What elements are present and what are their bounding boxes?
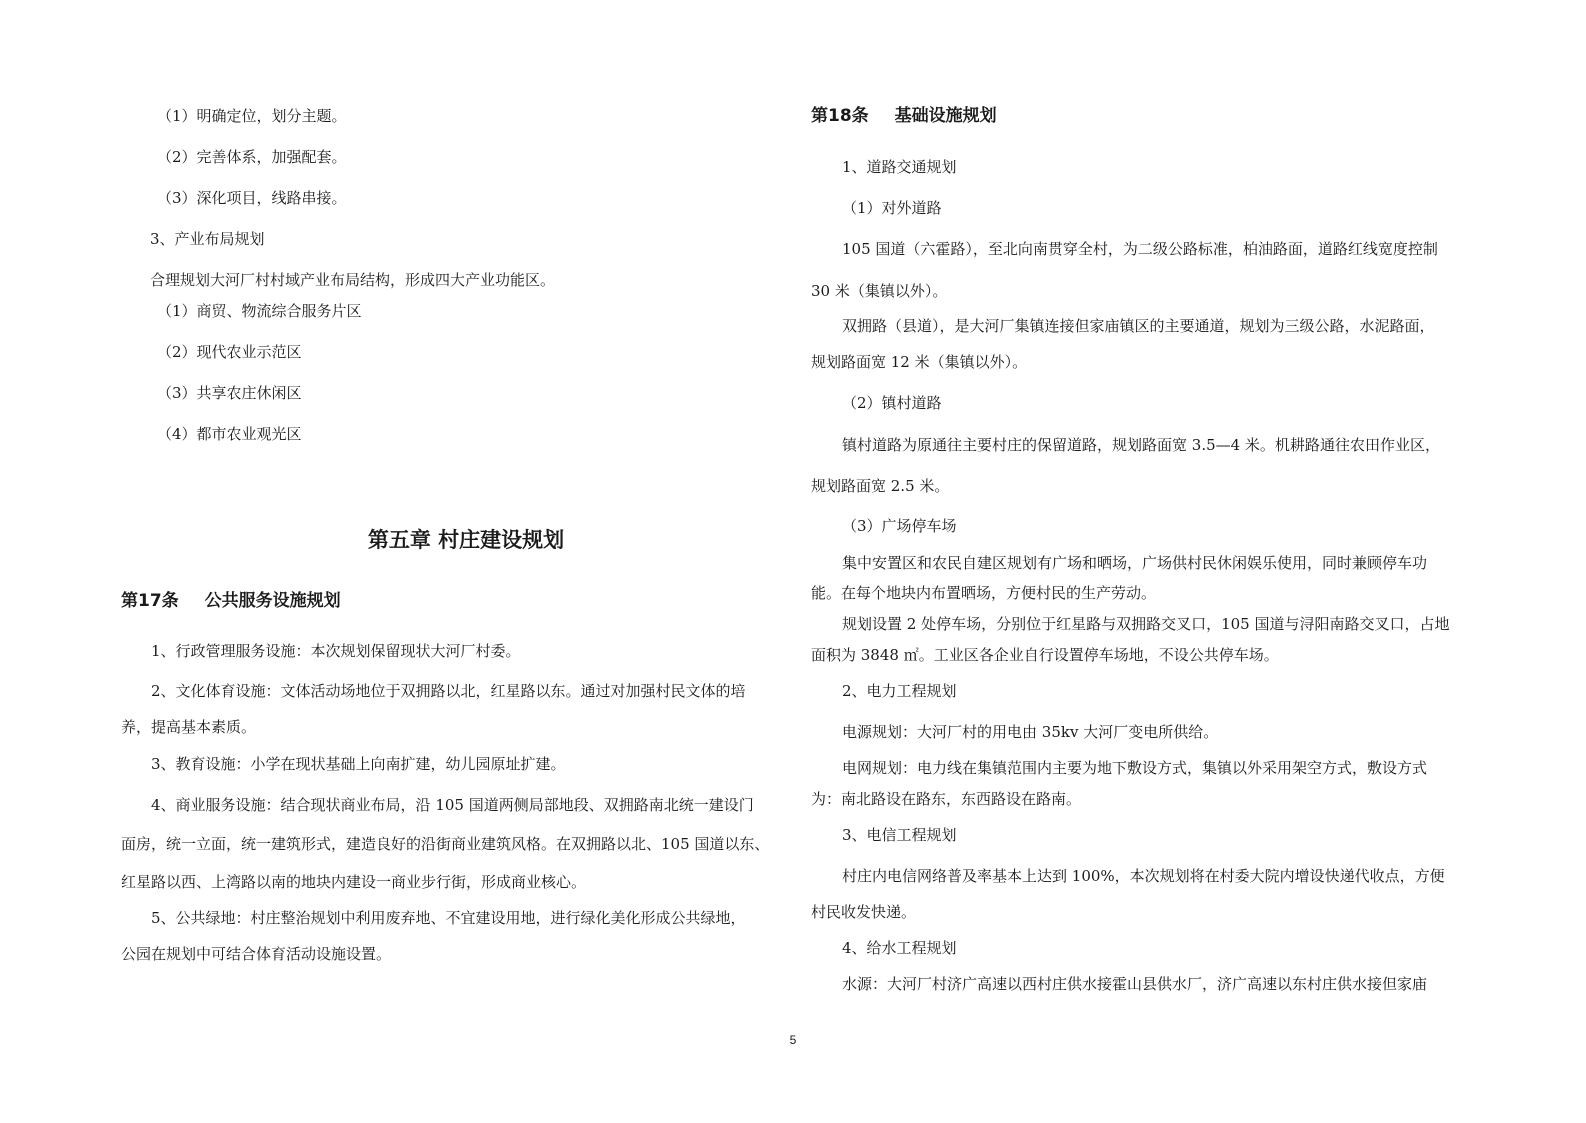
paragraph: 合理规划大河厂村村域产业布局结构，形成四大产业功能区。 bbox=[150, 271, 556, 289]
paragraph-cont: 为：南北路设在路东，东西路设在路南。 bbox=[811, 790, 1082, 808]
list-item: （2）镇村道路 bbox=[842, 394, 942, 412]
list-item: （1）对外道路 bbox=[842, 199, 942, 217]
article-title: 基础设施规划 bbox=[894, 106, 997, 126]
article-heading bbox=[121, 591, 341, 611]
section-heading: 4、给水工程规划 bbox=[842, 939, 957, 957]
article-number: 第18条 bbox=[811, 106, 869, 126]
paragraph: 村庄内电信网络普及率基本上达到 100%，本次规划将在村委大院内增设快递代收点，方便 bbox=[842, 867, 1445, 885]
list-item: （1）商贸、物流综合服务片区 bbox=[157, 302, 362, 320]
paragraph: 电源规划：大河厂村的用电由 35kv 大河厂变电所供给。 bbox=[842, 723, 1219, 741]
list-item: （2）现代农业示范区 bbox=[157, 343, 302, 361]
article-number: 第17条 bbox=[121, 591, 179, 611]
paragraph-cont: 公园在规划中可结合体育活动设施设置。 bbox=[121, 945, 392, 963]
article-heading bbox=[811, 106, 997, 126]
paragraph-cont: 面积为 3848 ㎡。工业区各企业自行设置停车场地，不设公共停车场。 bbox=[811, 646, 1279, 664]
paragraph: 5、公共绿地：村庄整治规划中利用废弃地、不宜建设用地，进行绿化美化形成公共绿地， bbox=[151, 909, 746, 927]
list-item: （3）深化项目，线路串接。 bbox=[157, 189, 347, 207]
list-item: （1）明确定位，划分主题。 bbox=[157, 107, 347, 125]
paragraph-cont: 养，提高基本素质。 bbox=[121, 718, 257, 736]
section-heading: 1、道路交通规划 bbox=[842, 158, 957, 176]
section-heading: 3、产业布局规划 bbox=[150, 230, 265, 248]
paragraph: 双拥路（县道），是大河厂集镇连接但家庙镇区的主要通道，规划为三级公路，水泥路面， bbox=[842, 317, 1435, 335]
paragraph: 3、教育设施：小学在现状基础上向南扩建，幼儿园原址扩建。 bbox=[151, 755, 566, 773]
paragraph-cont: 村民收发快递。 bbox=[811, 903, 917, 921]
section-heading: 3、电信工程规划 bbox=[842, 826, 957, 844]
paragraph: 电网规划：电力线在集镇范围内主要为地下敷设方式，集镇以外采用架空方式，敷设方式 bbox=[842, 759, 1428, 777]
paragraph: 105 国道（六霍路），至北向南贯穿全村，为二级公路标准，柏油路面，道路红线宽度控制 bbox=[842, 240, 1438, 258]
article-title: 公共服务设施规划 bbox=[204, 591, 341, 611]
paragraph-cont: 红星路以西、上湾路以南的地块内建设一商业步行街，形成商业核心。 bbox=[121, 873, 587, 891]
paragraph-cont: 规划路面宽 2.5 米。 bbox=[811, 477, 950, 495]
page-number: 5 bbox=[789, 1033, 797, 1047]
list-item: （3）共享农庄休闲区 bbox=[157, 384, 302, 402]
paragraph-cont: 能。在每个地块内布置晒场，方便村民的生产劳动。 bbox=[811, 584, 1157, 602]
paragraph: 1、行政管理服务设施：本次规划保留现状大河厂村委。 bbox=[151, 642, 521, 660]
paragraph-cont: 30 米（集镇以外）。 bbox=[811, 282, 948, 300]
paragraph: 4、商业服务设施：结合现状商业布局，沿 105 国道两侧局部地段、双拥路南北统一建设门 bbox=[151, 796, 754, 814]
list-item: （2）完善体系，加强配套。 bbox=[157, 148, 347, 166]
paragraph: 规划设置 2 处停车场，分别位于红星路与双拥路交叉口，105 国道与浔阳南路交叉口，占地 bbox=[842, 615, 1450, 633]
paragraph-cont: 规划路面宽 12 米（集镇以外）。 bbox=[811, 353, 1028, 371]
list-item: （3）广场停车场 bbox=[842, 517, 957, 535]
section-heading: 2、电力工程规划 bbox=[842, 682, 957, 700]
paragraph-cont: 面房，统一立面，统一建筑形式，建造良好的沿街商业建筑风格。在双拥路以北、105 国道以东、 bbox=[121, 835, 770, 853]
paragraph: 集中安置区和农民自建区规划有广场和晒场，广场供村民休闲娱乐使用，同时兼顾停车功 bbox=[842, 554, 1428, 572]
paragraph: 镇村道路为原通往主要村庄的保留道路，规划路面宽 3.5—4 米。机耕路通往农田作业区， bbox=[842, 436, 1440, 454]
chapter-title: 第五章 村庄建设规划 bbox=[367, 528, 565, 552]
paragraph: 水源：大河厂村济广高速以西村庄供水接霍山县供水厂，济广高速以东村庄供水接但家庙 bbox=[842, 975, 1428, 993]
list-item: （4）都市农业观光区 bbox=[157, 425, 302, 443]
paragraph: 2、文化体育设施：文体活动场地位于双拥路以北，红星路以东。通过对加强村民文体的培 bbox=[151, 682, 746, 700]
